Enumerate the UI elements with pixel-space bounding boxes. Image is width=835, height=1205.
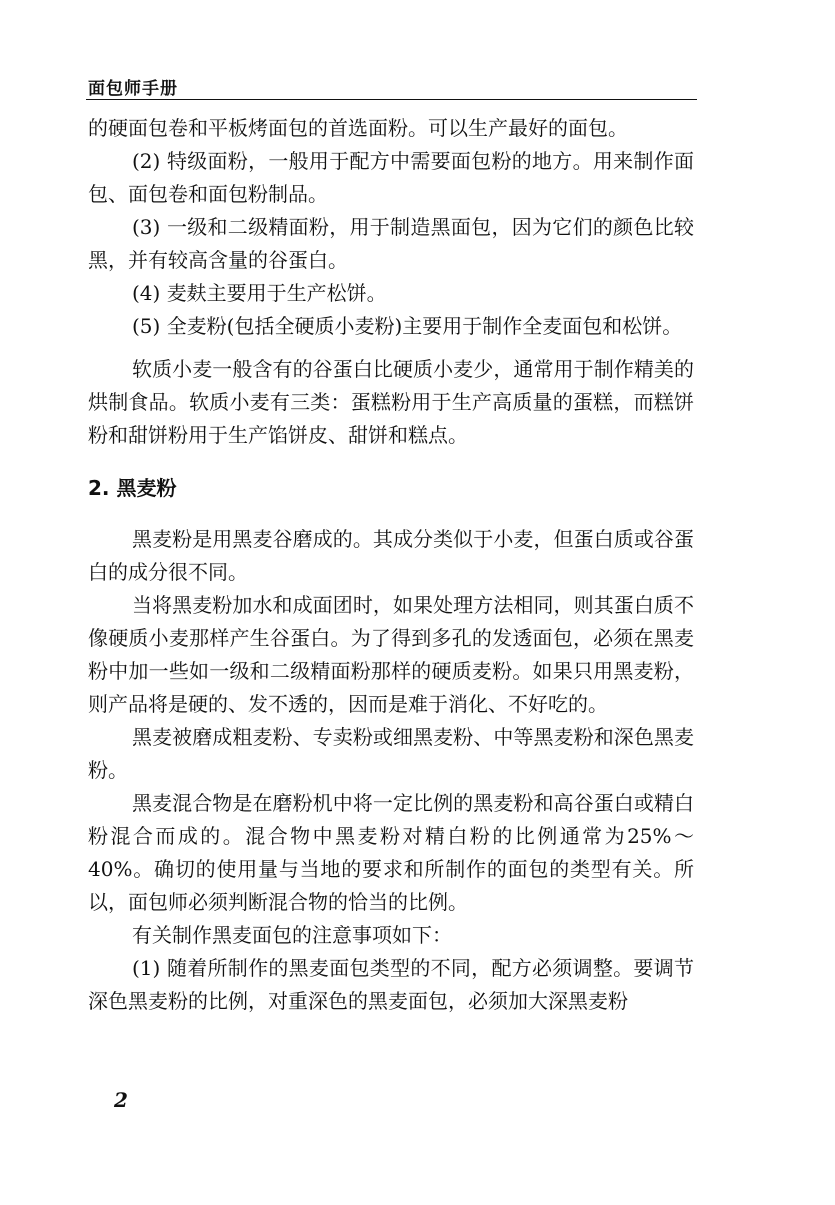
header-rule — [86, 99, 697, 100]
paragraph: 软质小麦一般含有的谷蛋白比硬质小麦少，通常用于制作精美的烘制食品。软质小麦有三类：蛋糕粉用于生产高质量的蛋糕，而糕饼粉和甜饼粉用于生产馅饼皮、甜饼和糕点。 — [88, 357, 694, 447]
paragraph: 有关制作黑麦面包的注意事项如下： — [132, 923, 452, 947]
paragraph: 黑麦粉是用黑麦谷磨成的。其成分类似于小麦，但蛋白质或谷蛋白的成分很不同。 — [88, 527, 694, 584]
paragraph: 的硬面包卷和平板烤面包的首选面粉。可以生产最好的面包。 — [88, 116, 628, 140]
page-number: 2 — [114, 1088, 128, 1112]
list-item: (3) 一级和二级精面粉，用于制造黑面包，因为它们的颜色比较黑，并有较高含量的谷蛋白。 — [88, 215, 694, 272]
list-item: (5) 全麦粉(包括全硬质小麦粉)主要用于制作全麦面包和松饼。 — [132, 314, 683, 338]
paragraph: 当将黑麦粉加水和成面团时，如果处理方法相同，则其蛋白质不像硬质小麦那样产生谷蛋白。为了得到多孔的发透面包，必须在黑麦粉中加一些如一级和二级精面粉那样的硬质麦粉。如果只用黑麦粉，则产品将是硬的、发不透的，因而是难于消化、不好吃的。 — [88, 593, 694, 716]
list-item: (4) 麦麸主要用于生产松饼。 — [132, 281, 387, 305]
section-heading: 2. 黑麦粉 — [88, 476, 177, 500]
paragraph: 黑麦被磨成粗麦粉、专卖粉或细黑麦粉、中等黑麦粉和深色黑麦粉。 — [88, 725, 694, 782]
paragraph: 黑麦混合物是在磨粉机中将一定比例的黑麦粉和高谷蛋白或精白粉混合而成的。混合物中黑麦粉对精白粉的比例通常为25%～40%。确切的使用量与当地的要求和所制作的面包的类型有关。所以，面包师必须判断混合物的恰当的比例。 — [88, 791, 694, 914]
running-title: 面包师手册 — [88, 79, 178, 99]
page-body — [88, 112, 694, 1018]
list-item: (1) 随着所制作的黑麦面包类型的不同，配方必须调整。要调节深色黑麦粉的比例，对重深色的黑麦面包，必须加大深黑麦粉 — [88, 956, 694, 1013]
list-item: (2) 特级面粉，一般用于配方中需要面包粉的地方。用来制作面包、面包卷和面包粉制品。 — [88, 149, 694, 206]
